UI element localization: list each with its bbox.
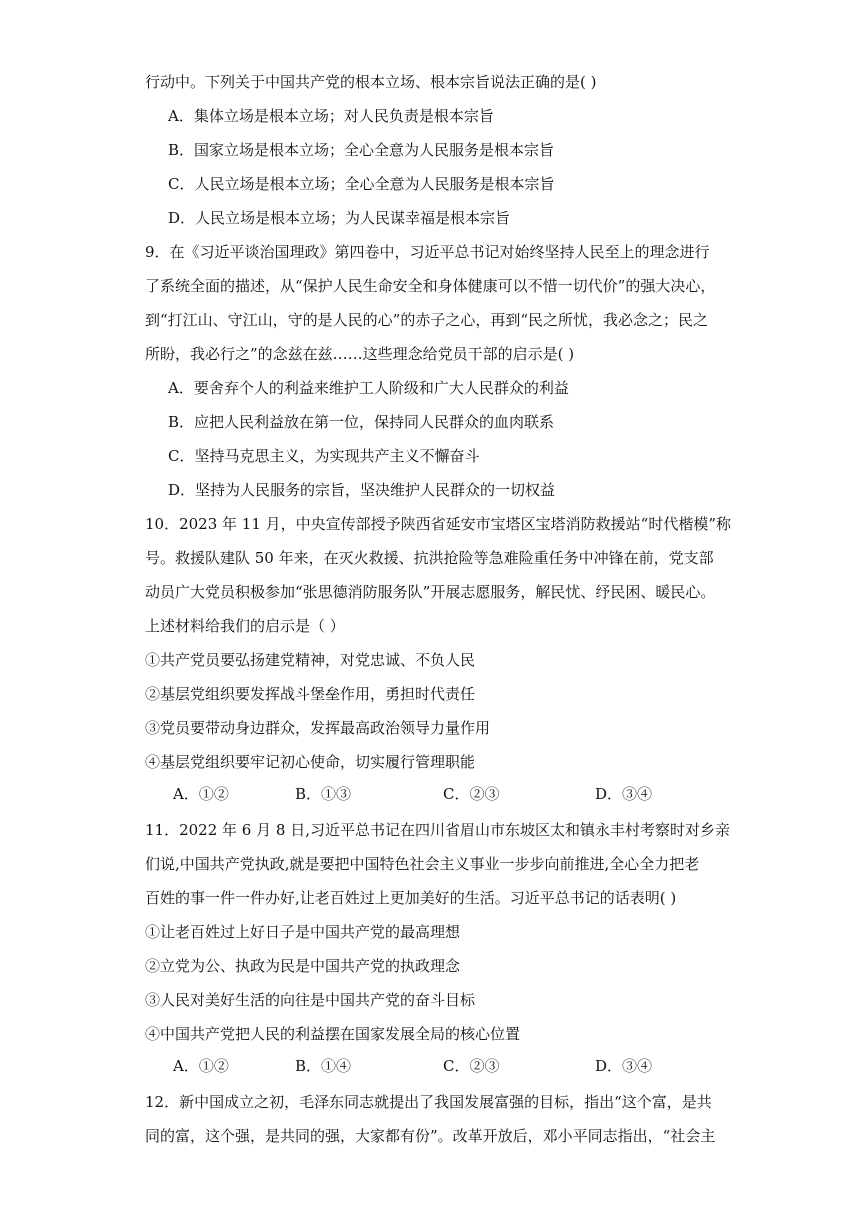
q11-statement-1: ①让老百姓过上好日子是中国共产党的最高理想	[145, 923, 461, 941]
q10-choice-b: B．①③	[295, 785, 352, 803]
q10-stem-line-4: 上述材料给我们的启示是（ ）	[145, 617, 345, 635]
q9-stem-line-1: 9．在《习近平谈治国理政》第四卷中，习近平总书记对始终坚持人民至上的理念进行	[145, 243, 710, 261]
q9-stem-line-4: 所盼，我必行之”的念兹在兹……这些理念给党员干部的启示是( )	[145, 345, 575, 363]
q11-stem-line-3: 百姓的事一件一件办好,让老百姓过上更加美好的生活。习近平总书记的话表明( )	[145, 889, 677, 907]
q9-stem-line-3: 到“打江山、守江山，守的是人民的心”的赤子之心，再到“民之所忧，我必念之；民之	[145, 311, 709, 329]
q8-option-a: A．集体立场是根本立场；对人民负责是根本宗旨	[168, 107, 494, 125]
q8-option-c: C．人民立场是根本立场；全心全意为人民服务是根本宗旨	[168, 175, 555, 193]
q10-stem-line-3: 动员广大党员积极参加“张思德消防服务队”开展志愿服务，解民忧、纾民困、暖民心。	[145, 583, 716, 601]
q11-choice-b: B．①④	[295, 1057, 352, 1075]
q8-option-d: D．人民立场是根本立场；为人民谋幸福是根本宗旨	[168, 209, 511, 227]
q11-stem-line-2: 们说,中国共产党执政,就是要把中国特色社会主义事业一步步向前推进,全心全力把老	[145, 855, 700, 873]
q10-statement-1: ①共产党员要弘扬建党精神，对党忠诚、不负人民	[145, 651, 476, 669]
q9-option-c: C．坚持马克思主义，为实现共产主义不懈奋斗	[168, 447, 480, 465]
q11-choice-d: D．③④	[595, 1057, 653, 1075]
q11-choice-a: A．①②	[173, 1057, 229, 1075]
q10-choice-a: A．①②	[173, 785, 229, 803]
q9-stem-line-2: 了系统全面的描述，从“保护人民生命安全和身体健康可以不惜一切代价”的强大决心，	[145, 277, 716, 295]
q11-statement-2: ②立党为公、执政为民是中国共产党的执政理念	[145, 957, 461, 975]
q10-stem-line-1: 10．2023 年 11 月，中央宣传部授予陕西省延安市宝塔区宝塔消防救援站“时代楷模”称	[145, 515, 731, 533]
q10-choices	[0, 784, 860, 804]
q11-choices	[0, 1056, 860, 1076]
q9-option-a: A．要舍弃个人的利益来维护工人阶级和广大人民群众的利益	[168, 379, 569, 397]
q9-option-d: D．坚持为人民服务的宗旨，坚决维护人民群众的一切权益	[168, 481, 556, 499]
q10-statement-4: ④基层党组织要牢记初心使命，切实履行管理职能	[145, 753, 476, 771]
q10-statement-3: ③党员要带动身边群众，发挥最高政治领导力量作用	[145, 719, 491, 737]
q8-stem: 行动中。下列关于中国共产党的根本立场、根本宗旨说法正确的是( )	[145, 73, 597, 91]
q8-option-b: B．国家立场是根本立场；全心全意为人民服务是根本宗旨	[168, 141, 555, 159]
q11-choice-c: C．②③	[443, 1057, 500, 1075]
q11-statement-4: ④中国共产党把人民的利益摆在国家发展全局的核心位置	[145, 1025, 521, 1043]
q10-stem-line-2: 号。救援队建队 50 年来，在灭火救援、抗洪抢险等急难险重任务中冲锋在前，党支部	[145, 549, 714, 567]
q10-choice-c: C．②③	[443, 785, 500, 803]
q12-stem-line-1: 12．新中国成立之初，毛泽东同志就提出了我国发展富强的目标，指出“这个富，是共	[145, 1093, 712, 1111]
q10-choice-d: D．③④	[595, 785, 653, 803]
q10-statement-2: ②基层党组织要发挥战斗堡垒作用，勇担时代责任	[145, 685, 476, 703]
q9-option-b: B．应把人民利益放在第一位，保持同人民群众的血肉联系	[168, 413, 555, 431]
q11-statement-3: ③人民对美好生活的向往是中国共产党的奋斗目标	[145, 991, 476, 1009]
q11-stem-line-1: 11．2022 年 6 月 8 日,习近平总书记在四川省眉山市东坡区太和镇永丰村考察时对乡亲	[145, 821, 730, 839]
q12-stem-line-2: 同的富，这个强，是共同的强，大家都有份”。改革开放后，邓小平同志指出，“社会主	[145, 1127, 716, 1145]
